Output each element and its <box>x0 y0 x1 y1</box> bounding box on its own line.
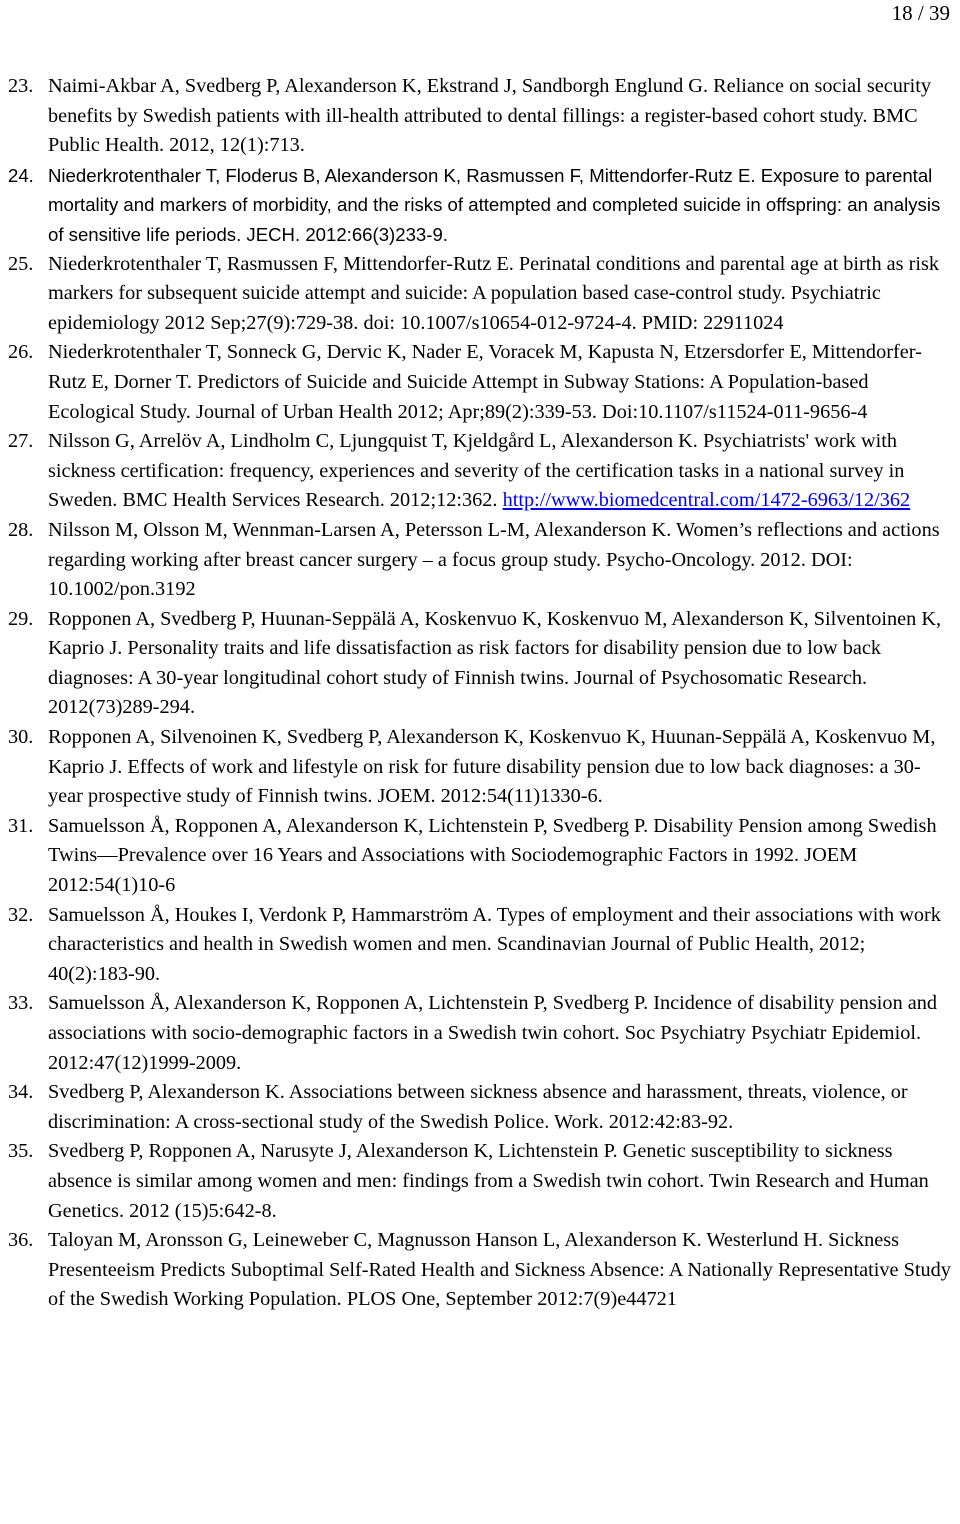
reference-number: 28. <box>8 518 34 541</box>
reference-list <box>8 72 954 1315</box>
reference-text <box>48 1226 954 1315</box>
reference-number: 23. <box>8 75 34 97</box>
reference-citation: Samuelsson Å, Alexanderson K, Ropponen A, Lichtenstein P, Svedberg P. Incidence of disability pension and associations with socio-demographic factors in a Swedish twin cohort. Soc Psychiatry Psychiatr Epidemiol. 2012:47(12)1999-2009. <box>48 992 938 1074</box>
reference-citation: Svedberg P, Ropponen A, Narusyte J, Alexanderson K, Lichtenstein P. Genetic susceptibility to sickness absence is similar among women and men: findings from a Swedish twin cohort. Twin Research and Human Genetics. 2012 (15)5:642-8. <box>48 1140 929 1222</box>
reference-number: 24. <box>8 164 34 186</box>
reference-item <box>8 723 954 812</box>
reference-number: 26. <box>8 341 34 364</box>
reference-number: 30. <box>8 726 34 749</box>
reference-number: 25. <box>8 252 34 275</box>
reference-item <box>8 812 954 901</box>
reference-citation: Svedberg P, Alexanderson K. Associations between sickness absence and harassment, threats, violence, or discrimination: A cross-sectional study of the Swedish Police. Work. 2012:42:83-92. <box>48 1081 908 1133</box>
reference-item <box>8 1226 954 1315</box>
reference-citation: Nilsson G, Arrelöv A, Lindholm C, Ljungquist T, Kjeldgård L, Alexanderson K. Psychiatrists' work with sickness certification: frequency, experiences and severity of the certification tasks in a national survey in Sweden. BMC Health Services Research. 2012;12:362. <box>48 430 905 512</box>
reference-item <box>8 427 954 516</box>
page-number: 18 / 39 <box>891 1 950 25</box>
reference-item <box>8 72 954 161</box>
reference-text <box>48 989 954 1078</box>
reference-text <box>48 901 954 990</box>
reference-citation: Taloyan M, Aronsson G, Leineweber C, Magnusson Hanson L, Alexanderson K. Westerlund H. Sickness Presenteeism Predicts Suboptimal Self-Rated Health and Sickness Absence: A Nationally Representative Study of the Swedish Working Population. PLOS One, September 2012:7(9)e44721 <box>48 1229 951 1311</box>
reference-text <box>48 1137 954 1226</box>
reference-link[interactable]: http://www.biomedcentral.com/1472-6963/12/362 <box>502 489 911 512</box>
reference-citation: Nilsson M, Olsson M, Wennman-Larsen A, Petersson L-M, Alexanderson K. Women’s reflections and actions regarding working after breast cancer surgery – a focus group study. Psycho-Oncology. 2012. DOI: 10.1002/pon.3192 <box>48 518 940 601</box>
reference-citation: Ropponen A, Svedberg P, Huunan-Seppälä A, Koskenvuo K, Koskenvuo M, Alexanderson K, Silventoinen K, Kaprio J. Personality traits and life dissatisfaction as risk factors for disability pension due to low back diagnoses: A 30-year longitudinal cohort study of Finnish twins. Journal of Psychosomatic Research. 2012(73)289-294. <box>48 607 942 719</box>
reference-text <box>48 605 954 723</box>
reference-item <box>8 250 954 339</box>
reference-text <box>48 338 954 427</box>
reference-text <box>48 427 954 516</box>
reference-text <box>48 72 954 161</box>
reference-citation: Naimi-Akbar A, Svedberg P, Alexanderson K, Ekstrand J, Sandborgh Englund G. Reliance on social security benefits by Swedish patients with ill-health attributed to dental fillings: a register-based cohort study. BMC Public Health. 2012, 12(1):713. <box>48 75 932 157</box>
reference-item <box>8 1078 954 1137</box>
reference-number: 27. <box>8 430 34 453</box>
reference-item <box>8 989 954 1078</box>
reference-citation: Niederkrotenthaler T, Sonneck G, Dervic K, Nader E, Voracek M, Kapusta N, Etzersdorfer E, Mittendorfer-Rutz E, Dorner T. Predictors of Suicide and Suicide Attempt in Subway Stations: A Population-based Ecological Study. Journal of Urban Health 2012; Apr;89(2):339-53. Doi:10.1107/s11524-011-9656-4 <box>48 341 922 423</box>
reference-number: 34. <box>8 1081 34 1104</box>
reference-number: 32. <box>8 903 34 926</box>
reference-item <box>8 161 954 250</box>
reference-text <box>48 723 954 812</box>
reference-number: 35. <box>8 1140 34 1163</box>
reference-item <box>8 338 954 427</box>
reference-item <box>8 605 954 723</box>
reference-citation: Niederkrotenthaler T, Rasmussen F, Mittendorfer-Rutz E. Perinatal conditions and parental age at birth as risk markers for subsequent suicide attempt and suicide: A population based case-control study. Psychiatric epidemiology 2012 Sep;27(9):729-38. doi: 10.1007/s10654-012-9724-4. PMID: 22911024 <box>48 252 940 334</box>
reference-number: 31. <box>8 814 34 837</box>
reference-item <box>8 516 954 605</box>
reference-citation: Samuelsson Å, Houkes I, Verdonk P, Hammarström A. Types of employment and their associations with work characteristics and health in Swedish women and men. Scandinavian Journal of Public Health, 2012; 40(2):183-90. <box>48 903 941 985</box>
reference-citation: Ropponen A, Silvenoinen K, Svedberg P, Alexanderson K, Koskenvuo K, Huunan-Seppälä A, Koskenvuo M, Kaprio J. Effects of work and lifestyle on risk for future disability pension due to low back diagnoses: a 30-year prospective study of Finnish twins. JOEM. 2012:54(11)1330-6. <box>48 726 936 808</box>
reference-text <box>48 516 954 605</box>
reference-item <box>8 901 954 990</box>
reference-text <box>48 812 954 901</box>
reference-text <box>48 250 954 339</box>
reference-citation: Niederkrotenthaler T, Floderus B, Alexanderson K, Rasmussen F, Mittendorfer-Rutz E. Exposure to parental mortality and markers of morbidity, and the risks of attempted and completed suicide in offspring: an analysis of sensitive life periods. JECH. 2012:66(3)233-9. <box>48 164 941 245</box>
reference-citation: Samuelsson Å, Ropponen A, Alexanderson K, Lichtenstein P, Svedberg P. Disability Pension among Swedish Twins—Prevalence over 16 Years and Associations with Sociodemographic Factors in 1992. JOEM 2012:54(1)10-6 <box>48 814 937 897</box>
reference-text <box>48 161 954 250</box>
reference-number: 33. <box>8 992 34 1015</box>
reference-number: 29. <box>8 607 34 630</box>
reference-item <box>8 1137 954 1226</box>
reference-number: 36. <box>8 1229 34 1252</box>
reference-text <box>48 1078 954 1137</box>
